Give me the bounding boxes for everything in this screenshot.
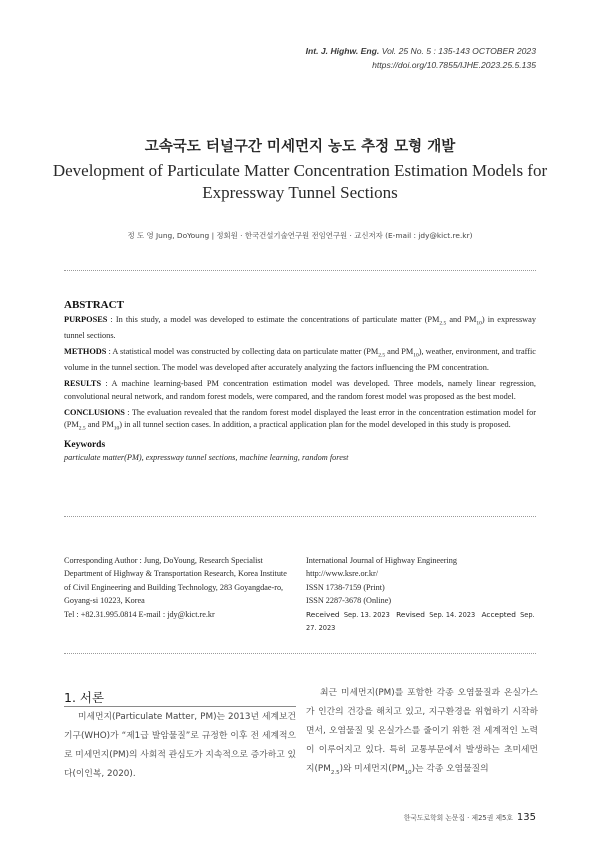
corr-line: Department of Highway & Transportation Research, Korea Institute [64, 569, 287, 579]
accepted-date: Sep. 27. 2023 [306, 610, 535, 633]
received-label: Received [306, 609, 340, 619]
subscript: 2.5 [78, 425, 86, 432]
abstract-purposes [64, 314, 536, 342]
journal-info-block [306, 554, 538, 635]
author-line: 정 도 영 Jung, DoYoung | 정회원 · 한국건설기술연구원 전임연구원 · 교신저자 (E-mail : jdy@kict.re.kr) [127, 231, 473, 240]
doi-link[interactable]: https://doi.org/10.7855/IJHE.2023.25.5.135 [372, 60, 536, 70]
title-korean: 고속국도 터널구간 미세먼지 농도 추정 모형 개발 [144, 139, 456, 155]
conclusions-text: and PM [85, 419, 114, 429]
methods-text: and PM [385, 347, 414, 357]
page-footer [404, 812, 536, 823]
conclusions-text: ) in all tunnel section cases. In addition, a practical application plan for the model developed in this study is proposed. [119, 419, 511, 429]
corr-line: Tel : +82.31.995.0814 E-mail : jdy@kict.re.kr [64, 609, 215, 619]
body-right-column [306, 684, 538, 783]
history-dates [306, 608, 538, 636]
revised-label: Revised [396, 609, 425, 619]
keywords-list: particulate matter(PM), expressway tunnel sections, machine learning, random forest [64, 453, 349, 462]
results-label: RESULTS [64, 379, 102, 389]
footer-journal: 한국도로학회 논문집 · 제25권 제5호 [403, 814, 513, 822]
divider [64, 516, 536, 517]
subscript: 2.5 [378, 352, 386, 359]
divider [64, 653, 536, 654]
page-number: 135 [516, 812, 536, 823]
methods-text: ), weather, environment, and traffic volume in the tunnel section. The model was developed after accurately analyzing the factors influencing the PM concentration. [64, 347, 536, 373]
received-date: Sep. 13. 2023 [343, 610, 390, 619]
subscript: 2.5 [330, 769, 340, 776]
abstract-heading: ABSTRACT [64, 299, 124, 311]
divider [64, 270, 536, 271]
abstract-block [64, 299, 536, 464]
purposes-text: ) in expressway tunnel sections. [64, 315, 537, 341]
issn-print: ISSN 1738-7159 (Print) [306, 582, 385, 592]
subscript: 10 [413, 352, 419, 359]
accepted-label: Accepted [481, 609, 516, 619]
volume-info: Vol. 25 No. 5 : 135-143 OCTOBER 2023 [381, 46, 536, 56]
title-english-line2: Expressway Tunnel Sections [202, 183, 398, 202]
journal-abbr: Int. J. Highw. Eng. [305, 46, 380, 56]
methods-text: : A statistical model was constructed by collecting data on particulate matter (PM [106, 347, 379, 357]
journal-citation [306, 46, 536, 56]
subscript: 2.5 [439, 320, 447, 327]
issn-online: ISSN 2287-3678 (Online) [306, 596, 392, 606]
corr-line: of Civil Engineering and Building Technology, 283 Goyangdae-ro, [64, 582, 284, 592]
revised-date: Sep. 14. 2023 [429, 610, 476, 619]
conclusions-label: CONCLUSIONS [64, 407, 125, 417]
body-left-column: 미세먼지(Particulate Matter, PM)는 2013년 세계보건기구(WHO)가 “제1급 발암물질”로 규정한 이후 전 세계적으로 미세먼지(PM)의 사회적 관심도가 지속적으로 증가하고 있다(이인복, 2020). [64, 712, 296, 779]
body-text: 최근 미세먼지(PM)를 포함한 각종 오염물질과 온실가스가 인간의 건강을 해치고 있고, 지구환경을 위협하기 시작하면서, 오염물질 및 온실가스를 줄이기 위한 전 세계적인 노력이 이루어지고 있다. 특히 교통부문에서 발생하는 초미세먼지(PM [306, 688, 538, 774]
conclusions-text: : The evaluation revealed that the random forest model displayed the least error in the concentration estimation model for (PM [64, 407, 536, 429]
purposes-text: and PM [446, 315, 477, 325]
journal-name: International Journal of Highway Engineering [306, 556, 457, 565]
subscript: 10 [476, 320, 482, 327]
title-english-line1: Development of Particulate Matter Concentration Estimation Models for [52, 161, 548, 180]
body-text: )는 각종 오염물질의 [411, 764, 489, 774]
corr-line: Goyang-si 10223, Korea [64, 596, 145, 606]
methods-label: METHODS [64, 347, 107, 357]
abstract-methods [64, 346, 536, 374]
purposes-text: : In this study, a model was developed to estimate the concentrations of particulate matter (PM [107, 315, 440, 325]
results-text: : A machine learning-based PM concentration estimation model was developed. Three models, namely linear regression, convolutional neural network, and random forest models, were compared, and the random forest model was proposed as the best model. [64, 379, 536, 401]
title-english [0, 160, 600, 204]
purposes-label: PURPOSES [64, 315, 108, 325]
corresponding-author-block [64, 554, 300, 621]
body-text: )와 미세먼지(PM [339, 764, 405, 774]
abstract-conclusions [64, 407, 536, 435]
keywords-heading: Keywords [64, 439, 106, 450]
section-underline [64, 706, 296, 707]
subscript: 10 [404, 769, 412, 776]
corr-line: Corresponding Author : Jung, DoYoung, Research Specialist [64, 556, 263, 565]
section-heading: 1. 서론 [64, 690, 105, 705]
abstract-results [64, 378, 536, 402]
subscript: 10 [113, 425, 120, 432]
journal-url[interactable]: http://www.ksre.or.kr/ [306, 569, 379, 579]
